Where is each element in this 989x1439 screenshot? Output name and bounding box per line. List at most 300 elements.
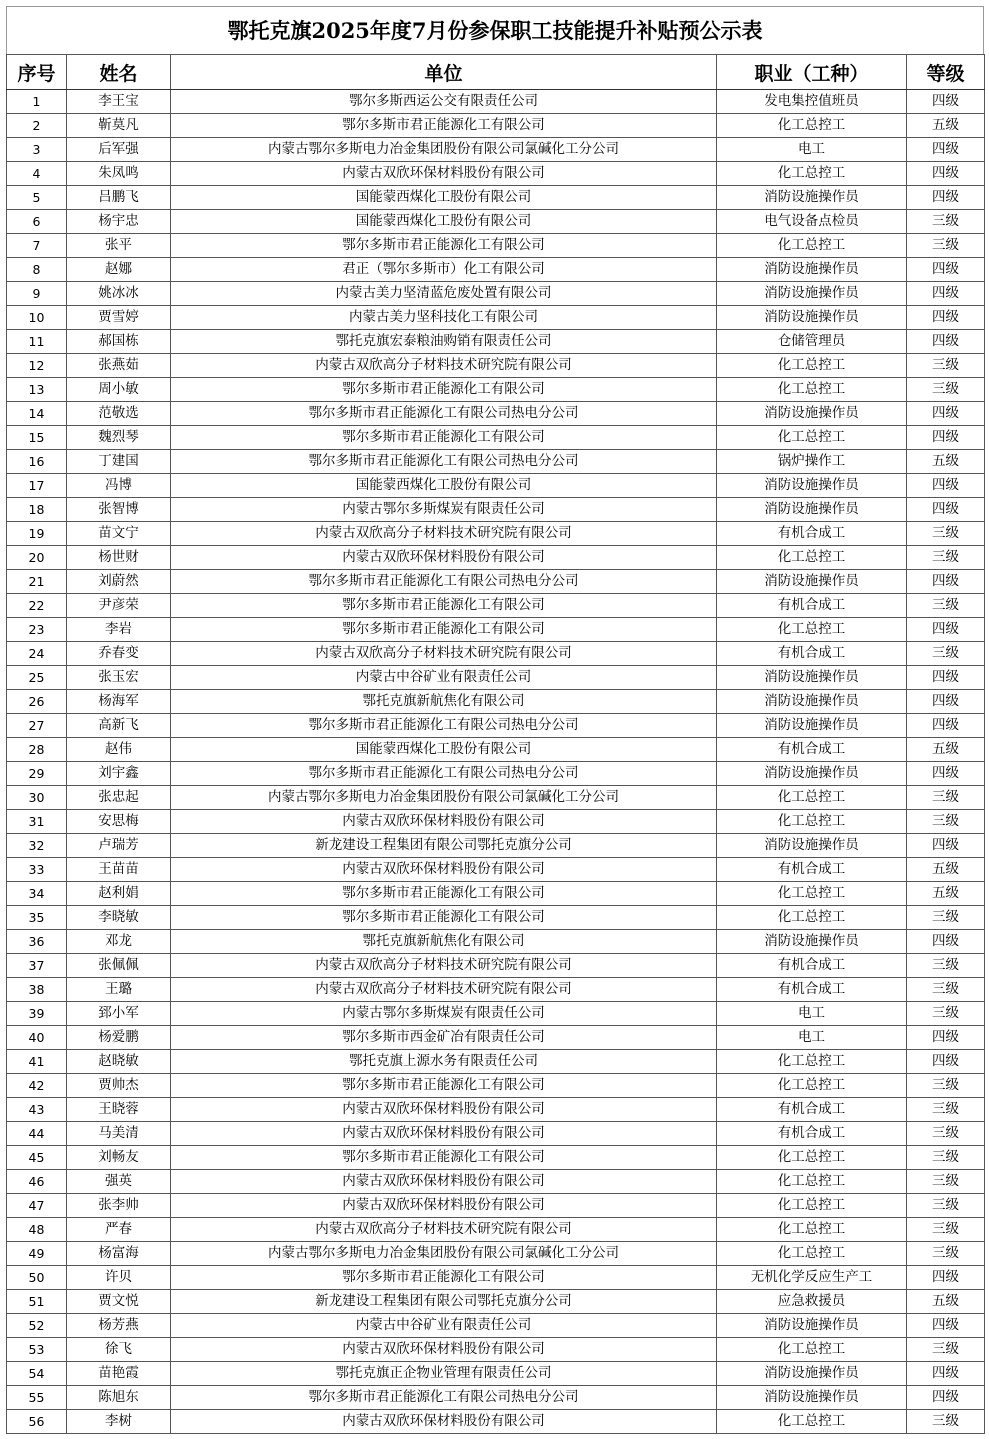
cell-serial-no: 39 — [7, 1002, 67, 1026]
table-row — [7, 90, 985, 114]
cell-name: 李岩 — [67, 618, 171, 642]
cell-name: 强英 — [67, 1170, 171, 1194]
cell-employer: 内蒙古双欣环保材料股份有限公司 — [171, 810, 717, 834]
cell-occupation: 有机合成工 — [717, 642, 907, 666]
cell-serial-no: 33 — [7, 858, 67, 882]
cell-name: 朱凤鸣 — [67, 162, 171, 186]
table-row — [7, 1074, 985, 1098]
cell-name: 马美清 — [67, 1122, 171, 1146]
cell-name: 郅小军 — [67, 1002, 171, 1026]
table-row — [7, 618, 985, 642]
cell-level: 三级 — [907, 1338, 985, 1362]
cell-name: 王晓蓉 — [67, 1098, 171, 1122]
header-occupation: 职业（工种） — [717, 55, 907, 90]
cell-employer: 国能蒙西煤化工股份有限公司 — [171, 738, 717, 762]
cell-level: 四级 — [907, 930, 985, 954]
cell-employer: 鄂尔多斯市君正能源化工有限公司热电分公司 — [171, 714, 717, 738]
cell-serial-no: 19 — [7, 522, 67, 546]
cell-serial-no: 21 — [7, 570, 67, 594]
cell-name: 苗文宁 — [67, 522, 171, 546]
cell-serial-no: 55 — [7, 1386, 67, 1410]
cell-occupation: 有机合成工 — [717, 1122, 907, 1146]
cell-level: 三级 — [907, 1410, 985, 1434]
cell-occupation: 化工总控工 — [717, 618, 907, 642]
page-title: 鄂托克旗2025年度7月份参保职工技能提升补贴预公示表 — [6, 6, 984, 54]
cell-name: 刘畅友 — [67, 1146, 171, 1170]
cell-occupation: 电工 — [717, 1002, 907, 1026]
cell-name: 尹彦荣 — [67, 594, 171, 618]
cell-employer: 鄂托克旗宏泰粮油购销有限责任公司 — [171, 330, 717, 354]
cell-level: 四级 — [907, 282, 985, 306]
cell-level: 三级 — [907, 1074, 985, 1098]
cell-occupation: 化工总控工 — [717, 810, 907, 834]
cell-occupation: 化工总控工 — [717, 162, 907, 186]
cell-employer: 内蒙古双欣环保材料股份有限公司 — [171, 1122, 717, 1146]
cell-level: 三级 — [907, 1170, 985, 1194]
cell-serial-no: 31 — [7, 810, 67, 834]
cell-name: 杨爱鹏 — [67, 1026, 171, 1050]
table-row — [7, 762, 985, 786]
cell-employer: 君正（鄂尔多斯市）化工有限公司 — [171, 258, 717, 282]
cell-level: 四级 — [907, 162, 985, 186]
cell-employer: 内蒙古双欣环保材料股份有限公司 — [171, 1194, 717, 1218]
table-row — [7, 1266, 985, 1290]
table-row — [7, 1386, 985, 1410]
cell-employer: 国能蒙西煤化工股份有限公司 — [171, 474, 717, 498]
table-row — [7, 738, 985, 762]
cell-serial-no: 50 — [7, 1266, 67, 1290]
cell-employer: 国能蒙西煤化工股份有限公司 — [171, 210, 717, 234]
cell-serial-no: 46 — [7, 1170, 67, 1194]
cell-serial-no: 35 — [7, 906, 67, 930]
table-row — [7, 834, 985, 858]
cell-occupation: 化工总控工 — [717, 354, 907, 378]
table-body — [7, 90, 985, 1434]
cell-level: 四级 — [907, 690, 985, 714]
cell-serial-no: 12 — [7, 354, 67, 378]
cell-employer: 鄂尔多斯市君正能源化工有限公司 — [171, 882, 717, 906]
cell-name: 刘宇鑫 — [67, 762, 171, 786]
table-row — [7, 978, 985, 1002]
cell-occupation: 有机合成工 — [717, 954, 907, 978]
cell-occupation: 应急救援员 — [717, 1290, 907, 1314]
cell-level: 三级 — [907, 1098, 985, 1122]
cell-level: 四级 — [907, 1266, 985, 1290]
table-row — [7, 1002, 985, 1026]
table-row — [7, 138, 985, 162]
cell-occupation: 化工总控工 — [717, 1050, 907, 1074]
cell-level: 四级 — [907, 498, 985, 522]
cell-serial-no: 56 — [7, 1410, 67, 1434]
cell-name: 靳莫凡 — [67, 114, 171, 138]
cell-serial-no: 11 — [7, 330, 67, 354]
cell-level: 四级 — [907, 330, 985, 354]
cell-occupation: 消防设施操作员 — [717, 474, 907, 498]
cell-employer: 内蒙古双欣环保材料股份有限公司 — [171, 1338, 717, 1362]
cell-name: 张平 — [67, 234, 171, 258]
cell-employer: 内蒙古双欣高分子材料技术研究院有限公司 — [171, 642, 717, 666]
cell-serial-no: 9 — [7, 282, 67, 306]
cell-occupation: 消防设施操作员 — [717, 186, 907, 210]
cell-occupation: 化工总控工 — [717, 1338, 907, 1362]
cell-level: 四级 — [907, 1362, 985, 1386]
table-row — [7, 930, 985, 954]
cell-employer: 鄂尔多斯市君正能源化工有限公司热电分公司 — [171, 1386, 717, 1410]
table-row — [7, 570, 985, 594]
cell-name: 贾雪婷 — [67, 306, 171, 330]
cell-name: 严春 — [67, 1218, 171, 1242]
cell-name: 陈旭东 — [67, 1386, 171, 1410]
cell-occupation: 有机合成工 — [717, 522, 907, 546]
cell-level: 五级 — [907, 858, 985, 882]
table-header — [7, 55, 985, 90]
cell-occupation: 锅炉操作工 — [717, 450, 907, 474]
table-row — [7, 882, 985, 906]
cell-employer: 鄂尔多斯市君正能源化工有限公司 — [171, 594, 717, 618]
cell-name: 李树 — [67, 1410, 171, 1434]
cell-employer: 内蒙古双欣环保材料股份有限公司 — [171, 1410, 717, 1434]
cell-employer: 内蒙古双欣高分子材料技术研究院有限公司 — [171, 522, 717, 546]
cell-serial-no: 15 — [7, 426, 67, 450]
cell-serial-no: 43 — [7, 1098, 67, 1122]
cell-name: 卢瑞芳 — [67, 834, 171, 858]
cell-occupation: 化工总控工 — [717, 546, 907, 570]
cell-employer: 内蒙古美力坚清蓝危废处置有限公司 — [171, 282, 717, 306]
cell-name: 王璐 — [67, 978, 171, 1002]
cell-occupation: 有机合成工 — [717, 738, 907, 762]
table-row — [7, 282, 985, 306]
cell-employer: 新龙建设工程集团有限公司鄂托克旗分公司 — [171, 834, 717, 858]
cell-name: 杨富海 — [67, 1242, 171, 1266]
table-row — [7, 306, 985, 330]
cell-occupation: 消防设施操作员 — [717, 1314, 907, 1338]
cell-level: 四级 — [907, 138, 985, 162]
cell-employer: 国能蒙西煤化工股份有限公司 — [171, 186, 717, 210]
cell-name: 杨宇忠 — [67, 210, 171, 234]
cell-level: 四级 — [907, 474, 985, 498]
cell-level: 四级 — [907, 186, 985, 210]
cell-name: 李王宝 — [67, 90, 171, 114]
cell-level: 四级 — [907, 402, 985, 426]
cell-serial-no: 4 — [7, 162, 67, 186]
cell-employer: 鄂尔多斯市君正能源化工有限公司 — [171, 378, 717, 402]
cell-level: 三级 — [907, 1242, 985, 1266]
cell-level: 三级 — [907, 978, 985, 1002]
cell-name: 杨世财 — [67, 546, 171, 570]
cell-serial-no: 16 — [7, 450, 67, 474]
table-row — [7, 1410, 985, 1434]
cell-serial-no: 23 — [7, 618, 67, 642]
table-row — [7, 354, 985, 378]
cell-level: 五级 — [907, 738, 985, 762]
cell-serial-no: 3 — [7, 138, 67, 162]
cell-name: 贾文悦 — [67, 1290, 171, 1314]
header-row — [7, 55, 985, 90]
header-serial-no: 序号 — [7, 55, 67, 90]
cell-name: 杨芳燕 — [67, 1314, 171, 1338]
cell-serial-no: 44 — [7, 1122, 67, 1146]
cell-serial-no: 51 — [7, 1290, 67, 1314]
cell-name: 张佩佩 — [67, 954, 171, 978]
cell-occupation: 化工总控工 — [717, 1194, 907, 1218]
cell-occupation: 消防设施操作员 — [717, 282, 907, 306]
cell-occupation: 化工总控工 — [717, 114, 907, 138]
cell-name: 贾帅杰 — [67, 1074, 171, 1098]
cell-level: 四级 — [907, 306, 985, 330]
cell-occupation: 化工总控工 — [717, 786, 907, 810]
cell-name: 张李帅 — [67, 1194, 171, 1218]
cell-level: 四级 — [907, 1050, 985, 1074]
cell-occupation: 仓储管理员 — [717, 330, 907, 354]
cell-name: 魏烈琴 — [67, 426, 171, 450]
table-row — [7, 1314, 985, 1338]
cell-level: 五级 — [907, 1290, 985, 1314]
cell-serial-no: 22 — [7, 594, 67, 618]
table-row — [7, 810, 985, 834]
cell-occupation: 消防设施操作员 — [717, 930, 907, 954]
cell-name: 周小敏 — [67, 378, 171, 402]
cell-serial-no: 34 — [7, 882, 67, 906]
cell-name: 乔春变 — [67, 642, 171, 666]
cell-occupation: 消防设施操作员 — [717, 762, 907, 786]
header-employer: 单位 — [171, 55, 717, 90]
table-row — [7, 210, 985, 234]
cell-name: 丁建国 — [67, 450, 171, 474]
table-row — [7, 1290, 985, 1314]
cell-occupation: 消防设施操作员 — [717, 690, 907, 714]
cell-serial-no: 14 — [7, 402, 67, 426]
cell-occupation: 消防设施操作员 — [717, 570, 907, 594]
cell-name: 吕鹏飞 — [67, 186, 171, 210]
cell-level: 四级 — [907, 258, 985, 282]
cell-level: 三级 — [907, 522, 985, 546]
cell-level: 三级 — [907, 786, 985, 810]
cell-occupation: 化工总控工 — [717, 426, 907, 450]
cell-occupation: 化工总控工 — [717, 1146, 907, 1170]
table-row — [7, 258, 985, 282]
table-row — [7, 378, 985, 402]
cell-level: 四级 — [907, 426, 985, 450]
cell-level: 三级 — [907, 378, 985, 402]
table-row — [7, 1194, 985, 1218]
cell-employer: 内蒙古鄂尔多斯煤炭有限责任公司 — [171, 1002, 717, 1026]
cell-name: 苗艳霞 — [67, 1362, 171, 1386]
cell-employer: 鄂托克旗上源水务有限责任公司 — [171, 1050, 717, 1074]
table-row — [7, 954, 985, 978]
cell-occupation: 化工总控工 — [717, 906, 907, 930]
cell-name: 张忠起 — [67, 786, 171, 810]
cell-employer: 鄂尔多斯市君正能源化工有限公司热电分公司 — [171, 450, 717, 474]
table-row — [7, 546, 985, 570]
cell-serial-no: 27 — [7, 714, 67, 738]
cell-serial-no: 52 — [7, 1314, 67, 1338]
cell-serial-no: 10 — [7, 306, 67, 330]
cell-serial-no: 2 — [7, 114, 67, 138]
cell-serial-no: 49 — [7, 1242, 67, 1266]
cell-employer: 内蒙古中谷矿业有限责任公司 — [171, 1314, 717, 1338]
cell-name: 赵娜 — [67, 258, 171, 282]
cell-name: 赵利娟 — [67, 882, 171, 906]
cell-occupation: 化工总控工 — [717, 1242, 907, 1266]
cell-employer: 鄂托克旗新航焦化有限公司 — [171, 930, 717, 954]
cell-employer: 内蒙古鄂尔多斯电力冶金集团股份有限公司氯碱化工分公司 — [171, 138, 717, 162]
cell-name: 王苗苗 — [67, 858, 171, 882]
cell-serial-no: 29 — [7, 762, 67, 786]
cell-level: 三级 — [907, 1218, 985, 1242]
cell-name: 徐飞 — [67, 1338, 171, 1362]
cell-serial-no: 47 — [7, 1194, 67, 1218]
cell-occupation: 电气设备点检员 — [717, 210, 907, 234]
cell-employer: 鄂尔多斯市君正能源化工有限公司 — [171, 1146, 717, 1170]
cell-occupation: 消防设施操作员 — [717, 834, 907, 858]
cell-occupation: 消防设施操作员 — [717, 1386, 907, 1410]
cell-name: 冯博 — [67, 474, 171, 498]
header-name: 姓名 — [67, 55, 171, 90]
cell-employer: 鄂尔多斯市君正能源化工有限公司 — [171, 426, 717, 450]
cell-name: 高新飞 — [67, 714, 171, 738]
cell-name: 赵晓敏 — [67, 1050, 171, 1074]
cell-employer: 鄂托克旗正企物业管理有限责任公司 — [171, 1362, 717, 1386]
table-row — [7, 330, 985, 354]
header-level: 等级 — [907, 55, 985, 90]
cell-employer: 鄂尔多斯市君正能源化工有限公司 — [171, 234, 717, 258]
cell-employer: 鄂尔多斯市君正能源化工有限公司 — [171, 618, 717, 642]
cell-serial-no: 40 — [7, 1026, 67, 1050]
cell-level: 四级 — [907, 1386, 985, 1410]
cell-serial-no: 24 — [7, 642, 67, 666]
table-row — [7, 1050, 985, 1074]
cell-occupation: 有机合成工 — [717, 594, 907, 618]
cell-level: 三级 — [907, 546, 985, 570]
cell-employer: 鄂尔多斯市君正能源化工有限公司 — [171, 1074, 717, 1098]
cell-level: 三级 — [907, 354, 985, 378]
table-row — [7, 162, 985, 186]
cell-level: 五级 — [907, 450, 985, 474]
cell-employer: 新龙建设工程集团有限公司鄂托克旗分公司 — [171, 1290, 717, 1314]
table-row — [7, 1242, 985, 1266]
cell-level: 四级 — [907, 618, 985, 642]
cell-employer: 鄂尔多斯市君正能源化工有限公司 — [171, 114, 717, 138]
table-row — [7, 642, 985, 666]
cell-serial-no: 30 — [7, 786, 67, 810]
cell-employer: 鄂尔多斯市君正能源化工有限公司热电分公司 — [171, 762, 717, 786]
cell-serial-no: 20 — [7, 546, 67, 570]
cell-level: 三级 — [907, 210, 985, 234]
table-row — [7, 1098, 985, 1122]
cell-name: 刘蔚然 — [67, 570, 171, 594]
cell-name: 张智博 — [67, 498, 171, 522]
table-row — [7, 1146, 985, 1170]
cell-occupation: 化工总控工 — [717, 1410, 907, 1434]
cell-name: 赵伟 — [67, 738, 171, 762]
table-row — [7, 474, 985, 498]
cell-name: 张玉宏 — [67, 666, 171, 690]
cell-level: 三级 — [907, 234, 985, 258]
cell-occupation: 发电集控值班员 — [717, 90, 907, 114]
table-row — [7, 1218, 985, 1242]
table-row — [7, 1362, 985, 1386]
cell-employer: 鄂尔多斯市君正能源化工有限公司热电分公司 — [171, 402, 717, 426]
table-row — [7, 594, 985, 618]
cell-employer: 内蒙古鄂尔多斯电力冶金集团股份有限公司氯碱化工分公司 — [171, 786, 717, 810]
cell-occupation: 化工总控工 — [717, 1074, 907, 1098]
cell-occupation: 有机合成工 — [717, 858, 907, 882]
cell-serial-no: 45 — [7, 1146, 67, 1170]
cell-serial-no: 25 — [7, 666, 67, 690]
table-row — [7, 522, 985, 546]
cell-serial-no: 53 — [7, 1338, 67, 1362]
cell-level: 四级 — [907, 1314, 985, 1338]
cell-serial-no: 1 — [7, 90, 67, 114]
table-row — [7, 786, 985, 810]
cell-occupation: 有机合成工 — [717, 978, 907, 1002]
cell-serial-no: 13 — [7, 378, 67, 402]
cell-employer: 内蒙古双欣环保材料股份有限公司 — [171, 162, 717, 186]
cell-occupation: 消防设施操作员 — [717, 666, 907, 690]
cell-serial-no: 38 — [7, 978, 67, 1002]
cell-employer: 鄂托克旗新航焦化有限公司 — [171, 690, 717, 714]
cell-serial-no: 54 — [7, 1362, 67, 1386]
cell-serial-no: 8 — [7, 258, 67, 282]
table-row — [7, 1338, 985, 1362]
table-row — [7, 426, 985, 450]
cell-name: 邓龙 — [67, 930, 171, 954]
cell-employer: 内蒙古双欣高分子材料技术研究院有限公司 — [171, 978, 717, 1002]
cell-level: 三级 — [907, 642, 985, 666]
cell-occupation: 消防设施操作员 — [717, 1362, 907, 1386]
cell-level: 四级 — [907, 570, 985, 594]
cell-name: 范敬选 — [67, 402, 171, 426]
cell-level: 四级 — [907, 1026, 985, 1050]
cell-occupation: 电工 — [717, 138, 907, 162]
cell-serial-no: 28 — [7, 738, 67, 762]
cell-employer: 内蒙古双欣高分子材料技术研究院有限公司 — [171, 1218, 717, 1242]
cell-employer: 鄂尔多斯西运公交有限责任公司 — [171, 90, 717, 114]
cell-employer: 内蒙古鄂尔多斯电力冶金集团股份有限公司氯碱化工分公司 — [171, 1242, 717, 1266]
cell-employer: 内蒙古中谷矿业有限责任公司 — [171, 666, 717, 690]
cell-occupation: 化工总控工 — [717, 1218, 907, 1242]
cell-occupation: 无机化学反应生产工 — [717, 1266, 907, 1290]
cell-level: 三级 — [907, 1002, 985, 1026]
spreadsheet — [6, 6, 984, 1434]
cell-employer: 内蒙古鄂尔多斯煤炭有限责任公司 — [171, 498, 717, 522]
cell-serial-no: 5 — [7, 186, 67, 210]
cell-serial-no: 26 — [7, 690, 67, 714]
table-row — [7, 858, 985, 882]
cell-level: 三级 — [907, 1122, 985, 1146]
table-row — [7, 402, 985, 426]
cell-employer: 内蒙古美力坚科技化工有限公司 — [171, 306, 717, 330]
cell-employer: 内蒙古双欣环保材料股份有限公司 — [171, 1170, 717, 1194]
cell-employer: 内蒙古双欣高分子材料技术研究院有限公司 — [171, 354, 717, 378]
cell-serial-no: 18 — [7, 498, 67, 522]
table-row — [7, 666, 985, 690]
cell-occupation: 化工总控工 — [717, 378, 907, 402]
cell-occupation: 消防设施操作员 — [717, 402, 907, 426]
table-row — [7, 714, 985, 738]
cell-employer: 内蒙古双欣环保材料股份有限公司 — [171, 546, 717, 570]
cell-occupation: 消防设施操作员 — [717, 498, 907, 522]
cell-employer: 鄂尔多斯市君正能源化工有限公司 — [171, 1266, 717, 1290]
table-row — [7, 234, 985, 258]
cell-occupation: 消防设施操作员 — [717, 258, 907, 282]
cell-serial-no: 48 — [7, 1218, 67, 1242]
cell-name: 张燕茹 — [67, 354, 171, 378]
cell-occupation: 有机合成工 — [717, 1098, 907, 1122]
table-row — [7, 498, 985, 522]
cell-employer: 内蒙古双欣环保材料股份有限公司 — [171, 858, 717, 882]
cell-serial-no: 41 — [7, 1050, 67, 1074]
